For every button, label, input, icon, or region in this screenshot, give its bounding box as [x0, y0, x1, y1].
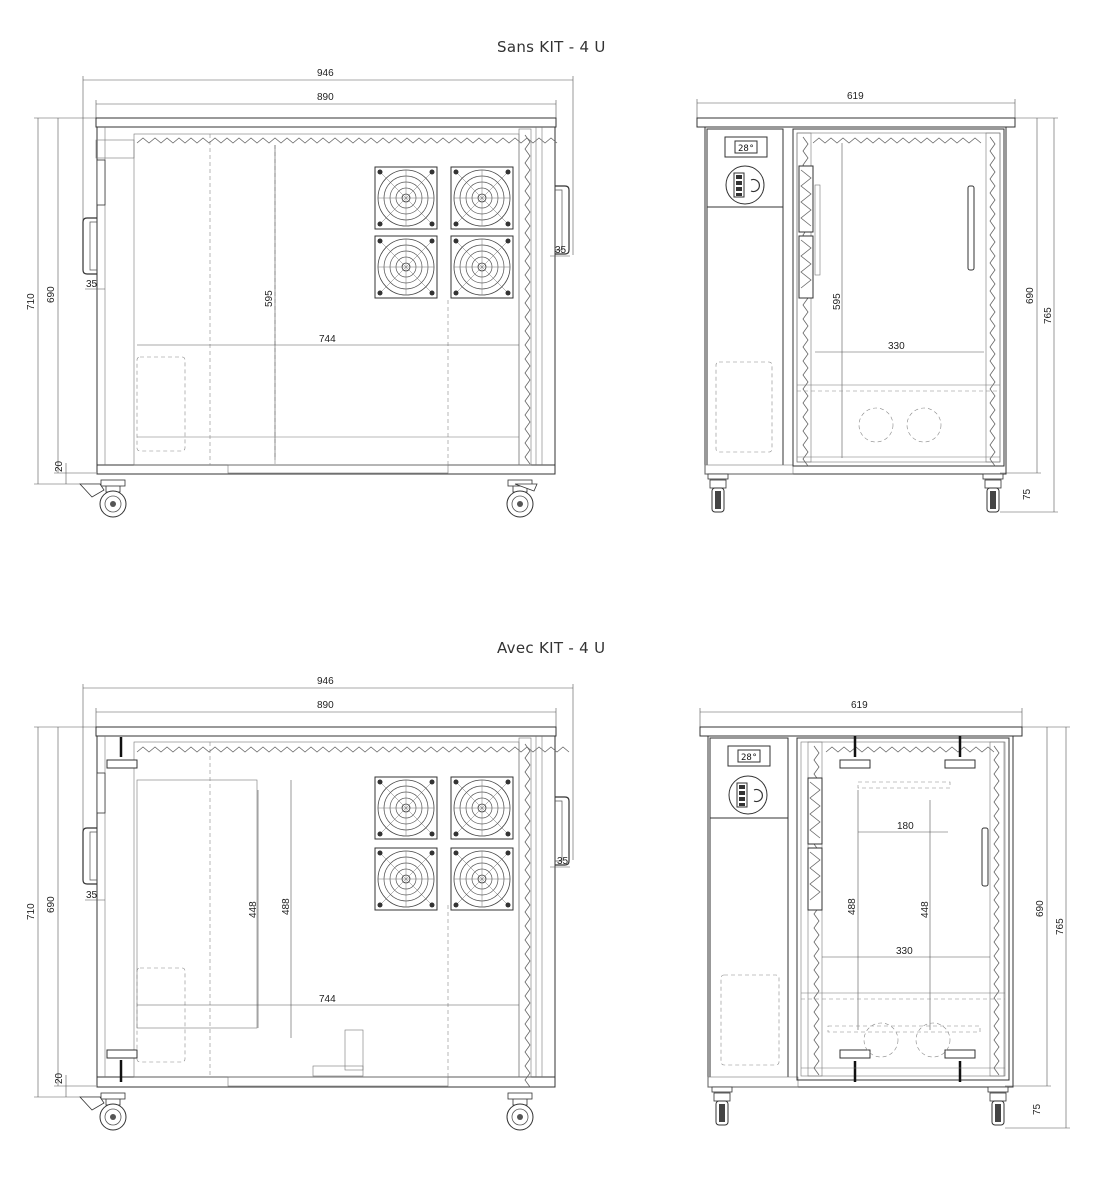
dim-inner-width: 890 [317, 92, 334, 103]
dim-kit-width: 180 [897, 821, 914, 832]
dim-total-height: 710 [26, 293, 37, 310]
front-view-avec-kit [26, 676, 573, 1130]
dim-body-height: 690 [46, 286, 57, 303]
dim-side-depth: 619 [847, 91, 864, 102]
dim-base-height-kit: 20 [54, 1072, 65, 1084]
dim-side-body-height-kit: 690 [1035, 900, 1046, 917]
dim-side-offset-left: 35 [86, 279, 98, 290]
dim-side-offset-right-kit: 35 [557, 856, 569, 867]
dim-side-inner-height: 595 [832, 293, 843, 310]
dim-side-kit-height-b: 448 [920, 901, 931, 918]
thermostat-display: 28° [738, 144, 755, 154]
dim-side-inner-depth: 330 [888, 341, 905, 352]
dim-overall-width: 946 [317, 68, 334, 79]
dim-side-caster-height-kit: 75 [1032, 1103, 1043, 1115]
dim-side-offset-right: 35 [555, 245, 567, 256]
thermostat-display-kit: 28° [741, 753, 758, 763]
dim-kit-height-a: 448 [248, 901, 259, 918]
dim-kit-height-b: 488 [281, 898, 292, 915]
side-view-avec-kit [700, 700, 1070, 1128]
dim-side-total-height-kit: 765 [1055, 918, 1066, 935]
dim-base-height: 20 [54, 460, 65, 472]
dim-inner-length: 744 [319, 334, 336, 345]
front-view-sans-kit [26, 68, 573, 517]
dim-inner-height: 595 [264, 290, 275, 307]
section-title-avec-kit: Avec KIT - 4 U [497, 639, 606, 657]
dim-side-total-height: 765 [1043, 307, 1054, 324]
side-view-sans-kit [697, 91, 1058, 512]
dim-side-inner-depth-kit: 330 [896, 946, 913, 957]
dim-side-offset-left-kit: 35 [86, 890, 98, 901]
section-title-sans-kit: Sans KIT - 4 U [497, 38, 606, 56]
dim-side-caster-height: 75 [1022, 488, 1033, 500]
dim-side-depth-kit: 619 [851, 700, 868, 711]
dim-side-body-height: 690 [1025, 287, 1036, 304]
dim-body-height-kit: 690 [46, 896, 57, 913]
dim-side-kit-height-a: 488 [847, 898, 858, 915]
dim-overall-width-kit: 946 [317, 676, 334, 687]
dim-inner-width-kit: 890 [317, 700, 334, 711]
dim-inner-length-kit: 744 [319, 994, 336, 1005]
dim-total-height-kit: 710 [26, 903, 37, 920]
